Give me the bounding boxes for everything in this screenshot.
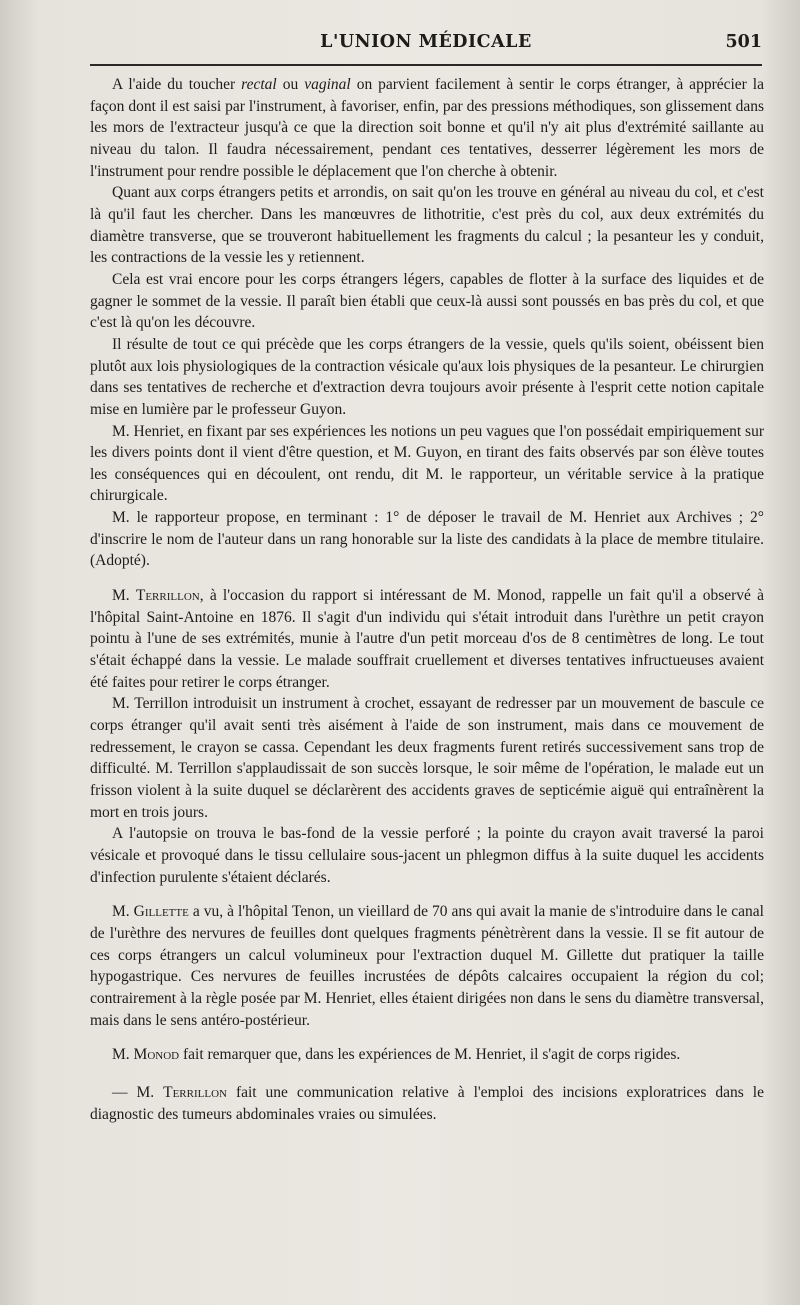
paragraph-7 — [90, 585, 764, 693]
speaker-prefix: M. — [112, 1046, 134, 1064]
paragraph-12 — [90, 1082, 764, 1125]
paragraph-8: M. Terrillon introduisit un instrument à crochet, essayant de redresser par un mouvement de bascule ce corps étranger qu'il avait senti très aisément à l'aide de son instrument, mais dans ce mouvement de redressement, le crayon se cassa. Cependant les deux fragments furent retirés successivement sans trop de difficulté. M. Terrillon s'applaudissait de son succès lorsque, le soir même de l'opération, le malade eut un frisson violent à la suite duquel se déclarèrent des accidents graves de septicémie aiguë qui entraînèrent la mort en trois jours. — [90, 695, 764, 821]
running-title: L'UNION MÉDICALE — [320, 32, 532, 52]
italic-term: rectal — [241, 76, 277, 93]
speaker-prefix: M. — [112, 587, 136, 605]
paragraph-10 — [90, 901, 764, 1031]
paragraph-text: a vu, à l'hôpital Tenon, un vieillard de 70 ans qui avait la manie de s'introduire dans le canal de l'urèthre des nervures de feuilles dont quelques fragments pénètrèrent dans la vessie. Il se fit autour de ces corps étrangers un calcul volumineux pour l'extraction duquel M. Gillette dut pratiquer la taille hypogastrique. Ces nervures de feuilles incrustées de dépôts calcaires occupaient la région du col; contrairement à la règle posée par M. Henriet, elles étaient dirigées non dans le sens du diamètre transversal, mais dans le sens antéro-postérieur. — [90, 903, 764, 1029]
speaker-prefix: M. — [112, 903, 134, 921]
paragraph-11 — [90, 1044, 764, 1066]
paragraph-text: ou — [276, 76, 305, 93]
speaker-name: Gillette — [133, 903, 189, 921]
paragraph-5: M. Henriet, en fixant par ses expériences les notions un peu vagues que l'on possédait empiriquement sur les divers points dont il vient d'être question, et M. Guyon, en tirant des faits observés par son élève toutes les conséquences qui en découlent, ont rendu, dit M. le rapporteur, un véritable service à la pratique chirurgicale. — [90, 422, 764, 505]
paragraph-2: Quant aux corps étrangers petits et arrondis, on sait qu'on les trouve en général au niveau du col, et c'est là qu'il faut les chercher. Dans les manœuvres de lithotritie, c'est près du col, aux deux extrémités du diamètre transverse, que se trouveront habituellement les fragments du calcul ; la pesanteur les y conduit, les contractions de la vessie les y retiennent. — [90, 184, 764, 267]
page-header — [90, 28, 762, 58]
italic-term: vaginal — [304, 76, 351, 93]
paragraph-3: Cela est vrai encore pour les corps étrangers légers, capables de flotter à la surface des liquides et de gagner le sommet de la vessie. Il paraît bien établi que ceux-là aussi sont poussés en bas près du col, et que c'est là qu'on les découvre. — [90, 270, 764, 332]
paragraph-9: A l'autopsie on trouva le bas-fond de la vessie perforé ; la pointe du crayon avait traversé la paroi vésicale et provoqué dans le tissu cellulaire sous-jacent un phlegmon diffus à la suite duquel les accidents d'infection purulente s'étaient déclarés. — [90, 825, 764, 886]
page-number: 501 — [725, 32, 762, 52]
paragraph-text: on parvient facilement à sentir le corps étranger, à apprécier la façon dont il est saisi par l'instrument, à favoriser, enfin, par des pressions méthodiques, son glissement dans les mors de l'extracteur jusqu'à ce que la direction soit bonne et qu'il n'y ait plus d'extrémité saillante au niveau du talon. Il faudra nécessairement, pendant ces tentatives, desserrer légèrement les mors de l'instrument pour rendre possible le déplacement que l'on cherche à obtenir. — [90, 76, 764, 180]
paragraph-1 — [90, 74, 764, 182]
speaker-name: Monod — [133, 1046, 180, 1064]
paragraph-text: A l'aide du toucher — [112, 76, 242, 93]
speaker-name: Terrillon — [135, 587, 200, 605]
speaker-name: Terrillon — [163, 1083, 227, 1101]
paragraph-4: Il résulte de tout ce qui précède que les corps étrangers de la vessie, quels qu'ils soient, obéissent bien plutôt aux lois physiologiques de la contraction vésicale qu'aux lois physiques de la pesanteur. Le chirurgien dans ses tentatives de recherche et d'extraction devra toujours avoir présente à l'esprit cette notion capitale mise en lumière par le professeur Guyon. — [90, 335, 764, 418]
speaker-prefix: — M. — [112, 1083, 164, 1101]
paragraph-text: fait une communication relative à l'emploi des incisions exploratrices dans le diagnostic des tumeurs abdominales vraies ou simulées. — [90, 1083, 764, 1123]
body-text — [90, 74, 764, 1125]
paragraph-text: , à l'occasion du rapport si intéressant de M. Monod, rappelle un fait qu'il a observé à l'hôpital Saint-Antoine en 1876. Il s'agit d'un individu qui s'était introduit dans l'urèthre un petit crayon pointu à l'une de ses extrémités, munie à l'autre d'un petit morceau d'os de 8 centimètres de long. Le tout s'était échappé dans la vessie. Le malade souffrait cruellement et diverses tentatives infructueuses avaient été faites pour retirer le corps étranger. — [90, 587, 764, 691]
header-rule — [90, 64, 762, 66]
paragraph-6: M. le rapporteur propose, en terminant : 1° de déposer le travail de M. Henriet aux Archives ; 2° d'inscrire le nom de l'auteur dans un rang honorable sur la liste des candidats à la place de membre titulaire. (Adopté). — [90, 509, 764, 570]
paragraph-text: fait remarquer que, dans les expériences de M. Henriet, il s'agit de corps rigides. — [179, 1046, 681, 1064]
